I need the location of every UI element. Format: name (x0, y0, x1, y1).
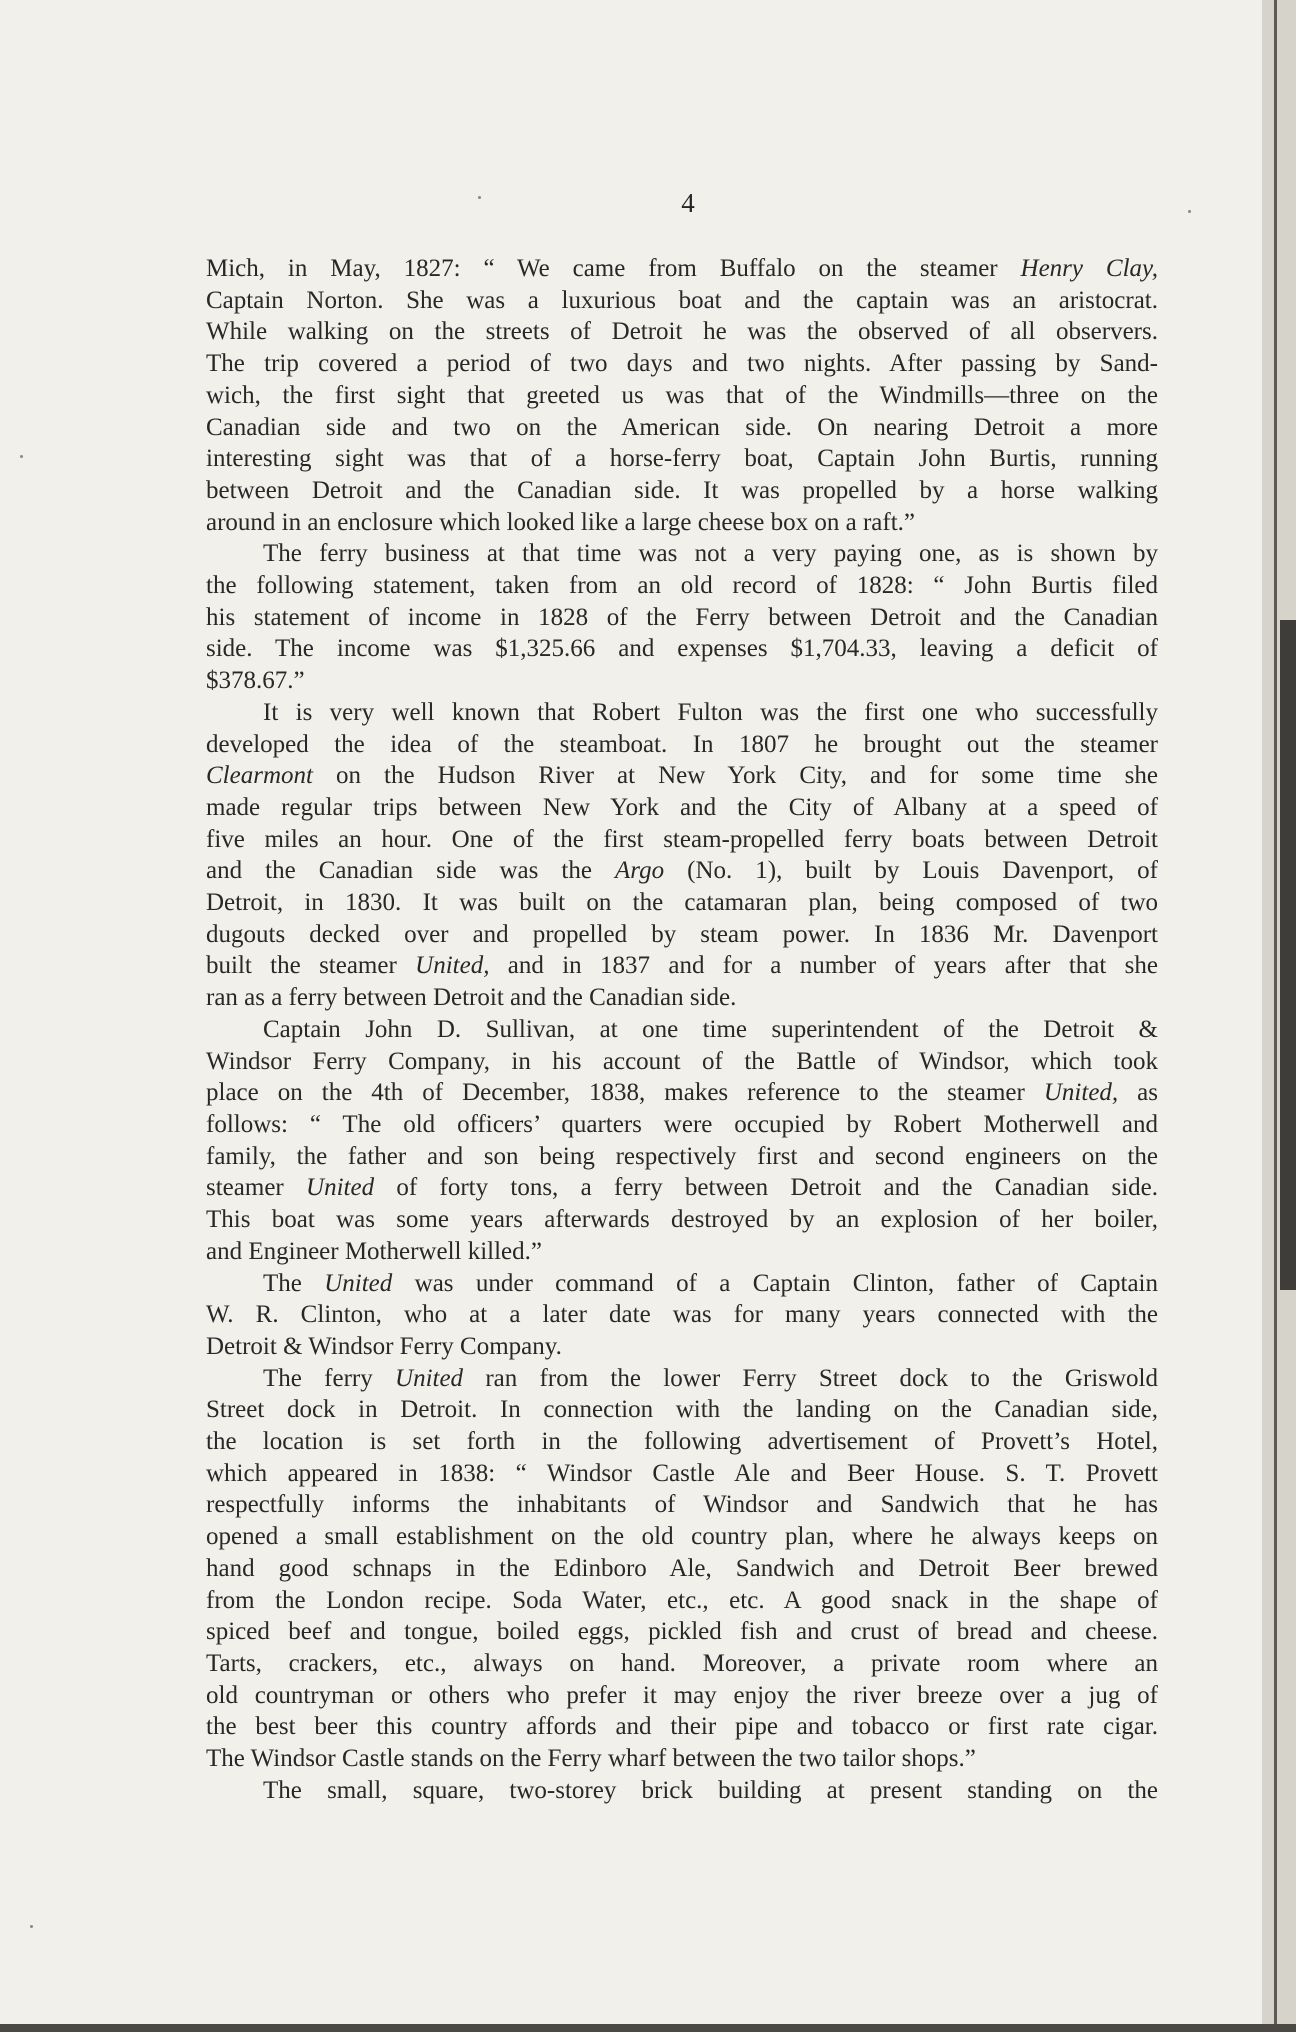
text-line (206, 1743, 1158, 1775)
text-line (206, 1014, 1158, 1046)
text-segment: interesting sight was that of a horse-ferry boat, Captain John Burtis, running (206, 445, 1158, 473)
text-line (206, 950, 1158, 982)
text-segment: and the Canadian side was the (206, 857, 616, 885)
italic-ship-name: United, (1043, 1079, 1119, 1107)
text-segment: Canadian side and two on the American side. On nearing Detroit a more (206, 413, 1158, 441)
text-line (206, 1109, 1158, 1141)
text-segment: W. R. Clinton, who at a later date was for many years connected with the (206, 1301, 1158, 1329)
text-segment: This boat was some years afterwards destroyed by an explosion of her boiler, (206, 1206, 1158, 1234)
text-line (206, 1172, 1158, 1204)
text-line (206, 1521, 1158, 1553)
text-segment: between Detroit and the Canadian side. It was propelled by a horse walking (206, 476, 1158, 504)
text-line (206, 1585, 1158, 1617)
text-line (206, 1363, 1158, 1395)
scan-speck (30, 1925, 33, 1928)
text-line (206, 665, 1158, 697)
text-segment: The (263, 1269, 325, 1297)
text-segment: $378.67.” (206, 667, 305, 695)
text-line (206, 380, 1158, 412)
text-line (206, 285, 1158, 317)
binding-edge-line (1274, 0, 1277, 2032)
text-segment: developed the idea of the steamboat. In 1807 he brought out the steamer (206, 730, 1158, 758)
text-segment: The ferry business at that time was not a very paying one, as is shown by (263, 540, 1158, 568)
body-text (206, 253, 1158, 1806)
text-segment: ran from the lower Ferry Street dock to the Griswold (463, 1364, 1158, 1392)
scan-speck (20, 455, 23, 458)
italic-ship-name: Argo (615, 857, 665, 885)
text-line (206, 982, 1158, 1014)
text-segment: opened a small establishment on the old country plan, where he always keeps on (206, 1523, 1158, 1551)
text-line (206, 1489, 1158, 1521)
text-line (206, 1141, 1158, 1173)
text-line (206, 919, 1158, 951)
text-line (206, 1236, 1158, 1268)
text-segment: It is very well known that Robert Fulton was the first one who successfully (263, 698, 1158, 726)
text-line (206, 633, 1158, 665)
text-segment: hand good schnaps in the Edinboro Ale, Sandwich and Detroit Beer brewed (206, 1554, 1158, 1582)
text-segment: ran as a ferry between Detroit and the Canadian side. (206, 984, 737, 1012)
text-segment: which appeared in 1838: “ Windsor Castle Ale and Beer House. S. T. Provett (206, 1459, 1158, 1487)
text-segment: Mich, in May, 1827: “ We came from Buffalo on the steamer (206, 255, 1021, 282)
scan-right-edge (1262, 0, 1296, 2032)
text-segment: on the Hudson River at New York City, and for some time she (312, 762, 1158, 790)
text-line (206, 1077, 1158, 1109)
text-segment: the following statement, taken from an old record of 1828: “ John Burtis filed (206, 572, 1158, 600)
text-segment: Tarts, crackers, etc., always on hand. Moreover, a private room where an (206, 1649, 1158, 1677)
text-segment: around in an enclosure which looked like a large cheese box on a raft.” (206, 508, 915, 536)
text-segment: family, the father and son being respectively first and second engineers on the (206, 1142, 1158, 1170)
italic-ship-name: Clearmont (206, 762, 313, 790)
text-line (206, 443, 1158, 475)
text-line (206, 824, 1158, 856)
text-line (206, 1394, 1158, 1426)
text-line (206, 855, 1158, 887)
text-line (206, 475, 1158, 507)
text-segment: from the London recipe. Soda Water, etc., etc. A good snack in the shape of (206, 1586, 1158, 1614)
text-segment: The trip covered a period of two days and two nights. After passing by Sand- (206, 350, 1158, 378)
text-segment: Captain Norton. She was a luxurious boat and the captain was an aristocrat. (206, 286, 1158, 314)
text-line (206, 412, 1158, 444)
italic-ship-name: United (306, 1174, 375, 1202)
text-line (206, 792, 1158, 824)
text-line (206, 538, 1158, 570)
text-line (206, 1458, 1158, 1490)
text-segment: While walking on the streets of Detroit he was the observed of all observers. (206, 318, 1158, 346)
text-segment: follows: “ The old officers’ quarters were occupied by Robert Motherwell and (206, 1110, 1158, 1138)
text-line (206, 570, 1158, 602)
text-line (206, 1046, 1158, 1078)
text-segment: respectfully informs the inhabitants of Windsor and Sandwich that he has (206, 1491, 1158, 1519)
text-segment: built the steamer (206, 952, 416, 980)
text-segment: Captain John D. Sullivan, at one time superintendent of the Detroit & (263, 1015, 1158, 1043)
text-segment: the best beer this country affords and their pipe and tobacco or first rate cigar. (206, 1713, 1158, 1741)
text-line (206, 1426, 1158, 1458)
text-line (206, 1775, 1158, 1807)
text-segment: was under command of a Captain Clinton, father of Captain (392, 1269, 1159, 1297)
italic-ship-name: Henry Clay, (1020, 255, 1158, 282)
text-segment: five miles an hour. One of the first steam-propelled ferry boats between Detroit (206, 825, 1158, 853)
italic-ship-name: United (324, 1269, 393, 1297)
text-segment: and Engineer Motherwell killed.” (206, 1237, 542, 1265)
text-segment: The small, square, two-storey brick building at present standing on the (263, 1776, 1158, 1804)
text-line (206, 760, 1158, 792)
text-segment: Windsor Ferry Company, in his account of the Battle of Windsor, which took (206, 1047, 1158, 1075)
text-segment: old countryman or others who prefer it may enjoy the river breeze over a jug of (206, 1681, 1158, 1709)
text-segment: his statement of income in 1828 of the Ferry between Detroit and the Canadian (206, 603, 1158, 631)
text-line (206, 1680, 1158, 1712)
text-line (206, 316, 1158, 348)
text-segment: The ferry (263, 1364, 396, 1392)
text-segment: Detroit & Windsor Ferry Company. (206, 1332, 562, 1360)
text-line (206, 602, 1158, 634)
text-line (206, 1299, 1158, 1331)
text-segment: place on the 4th of December, 1838, makes reference to the steamer (206, 1079, 1044, 1107)
text-line (206, 1648, 1158, 1680)
text-segment: The Windsor Castle stands on the Ferry wharf between the two tailor shops.” (206, 1745, 976, 1773)
text-line (206, 253, 1158, 285)
italic-ship-name: United, (415, 952, 490, 980)
text-segment: wich, the first sight that greeted us was that of the Windmills—three on the (206, 381, 1158, 409)
text-line (206, 1711, 1158, 1743)
text-segment: dugouts decked over and propelled by steam power. In 1836 Mr. Davenport (206, 920, 1158, 948)
text-segment: made regular trips between New York and the City of Albany at a speed of (206, 793, 1158, 821)
text-line (206, 1553, 1158, 1585)
text-segment: of forty tons, a ferry between Detroit and the Canadian side. (374, 1174, 1158, 1202)
text-line (206, 507, 1158, 539)
text-segment: Street dock in Detroit. In connection with the landing on the Canadian side, (206, 1396, 1158, 1424)
text-segment: (No. 1), built by Louis Davenport, of (664, 857, 1158, 885)
text-line (206, 1268, 1158, 1300)
text-line (206, 1616, 1158, 1648)
text-segment: side. The income was $1,325.66 and expenses $1,704.33, leaving a deficit of (206, 635, 1158, 663)
italic-ship-name: United (395, 1364, 464, 1392)
text-segment: and in 1837 and for a number of years after that she (489, 952, 1158, 980)
text-line (206, 1204, 1158, 1236)
text-segment: the location is set forth in the following advertisement of Provett’s Hotel, (206, 1428, 1158, 1456)
text-segment: as (1118, 1079, 1159, 1107)
scan-bottom-edge (0, 2024, 1296, 2032)
text-line (206, 729, 1158, 761)
page-number: 4 (681, 188, 695, 218)
text-line (206, 887, 1158, 919)
text-line (206, 348, 1158, 380)
text-segment: spiced beef and tongue, boiled eggs, pickled fish and crust of bread and cheese. (206, 1618, 1158, 1646)
text-line (206, 1331, 1158, 1363)
text-segment: Detroit, in 1830. It was built on the catamaran plan, being composed of two (206, 889, 1158, 917)
adjacent-page-edge (1280, 620, 1296, 1290)
text-segment: steamer (206, 1174, 307, 1202)
text-line (206, 697, 1158, 729)
